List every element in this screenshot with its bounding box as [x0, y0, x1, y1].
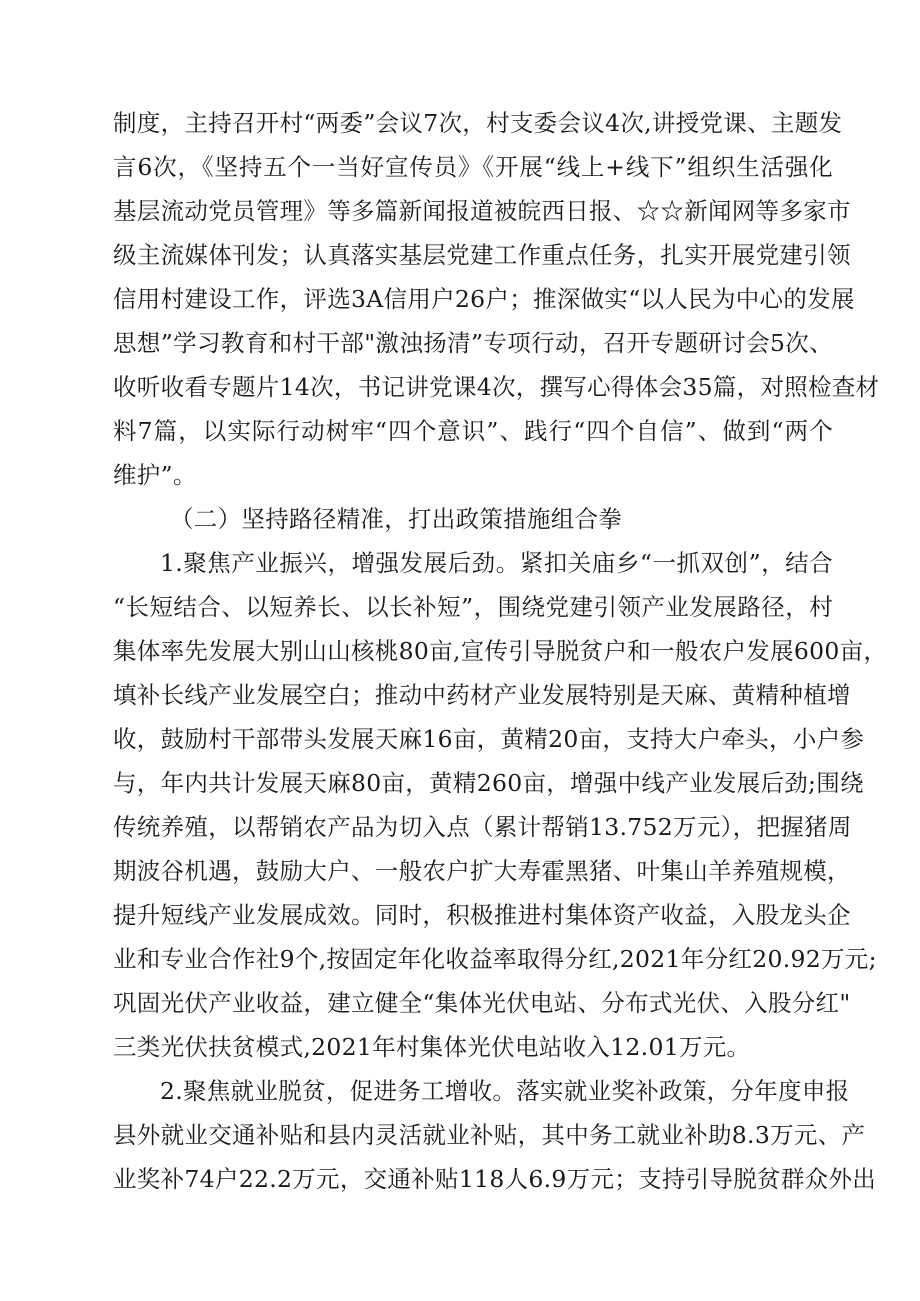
text-line: 业奖补74户22.2万元，交通补贴118人6.9万元；支持引导脱贫群众外出: [113, 1165, 877, 1193]
text-line: 维护”。: [113, 461, 197, 489]
text-line: 集体率先发展大别山山核桃80亩,宣传引导脱贫户和一般农户发展600亩，: [113, 637, 888, 665]
text-line: 业和专业合作社9个,按固定年化收益率取得分红,2021年分红20.92万元;: [113, 945, 877, 973]
text-line: 期波谷机遇，鼓励大户、一般农户扩大寿霍黑猪、叶集山羊养殖规模，: [113, 857, 851, 885]
section-heading: （二）坚持路径精准，打出政策措施组合拳: [170, 505, 623, 533]
text-line: “长短结合、以短养长、以长补短”，围绕党建引领产业发展路径，村: [113, 593, 833, 621]
text-line: 思想”学习教育和村干部"激浊扬清”专项行动，召开专题研讨会5次、: [113, 329, 833, 357]
text-line: 信用村建设工作，评选3A信用户26户；推深做实“以人民为中心的发展: [113, 285, 855, 313]
text-line: 收听收看专题片14次，书记讲党课4次，撰写心得体会35篇，对照检查材: [113, 373, 880, 401]
text-line: 提升短线产业发展成效。同时，积极推进村集体资产收益，入股龙头企: [113, 901, 851, 929]
text-line: 三类光伏扶贫模式,2021年村集体光伏电站收入12.01万元。: [113, 1033, 751, 1061]
text-line: 传统养殖，以帮销农产品为切入点（累计帮销13.752万元），把握猪周: [113, 813, 852, 841]
text-line: 收，鼓励村干部带头发展天麻16亩，黄精20亩，支持大户牵头，小户参: [113, 725, 865, 753]
text-line: 制度，主持召开村“两委”会议7次，村支委会议4次,讲授党课、主题发: [113, 109, 843, 137]
text-line: 言6次，《坚持五个一当好宣传员》《开展“线上+线下”组织生活强化: [113, 153, 833, 181]
text-line: 填补长线产业发展空白；推动中药材产业发展特别是天麻、黄精种植增: [113, 681, 851, 709]
text-line: 1.聚焦产业振兴，增强发展后劲。紧扣关庙乡“一抓双创”，结合: [160, 549, 833, 577]
text-line: 巩固光伏产业收益，建立健全“集体光伏电站、分布式光伏、入股分红": [113, 989, 851, 1017]
text-line: 级主流媒体刊发；认真落实基层党建工作重点任务，扎实开展党建引领: [113, 241, 851, 269]
text-line: 基层流动党员管理》等多篇新闻报道被皖西日报、☆☆新闻网等多家市: [113, 197, 851, 225]
text-line: 与，年内共计发展天麻80亩，黄精260亩，增强中线产业发展后劲;围绕: [113, 769, 864, 797]
text-line: 料7篇，以实际行动树牢“四个意识”、践行“四个自信”、做到“两个: [113, 417, 833, 445]
text-line: 县外就业交通补贴和县内灵活就业补贴，其中务工就业补助8.3万元、产: [113, 1121, 866, 1149]
text-line: 2.聚焦就业脱贫，促进务工增收。落实就业奖补政策，分年度申报: [160, 1077, 850, 1105]
